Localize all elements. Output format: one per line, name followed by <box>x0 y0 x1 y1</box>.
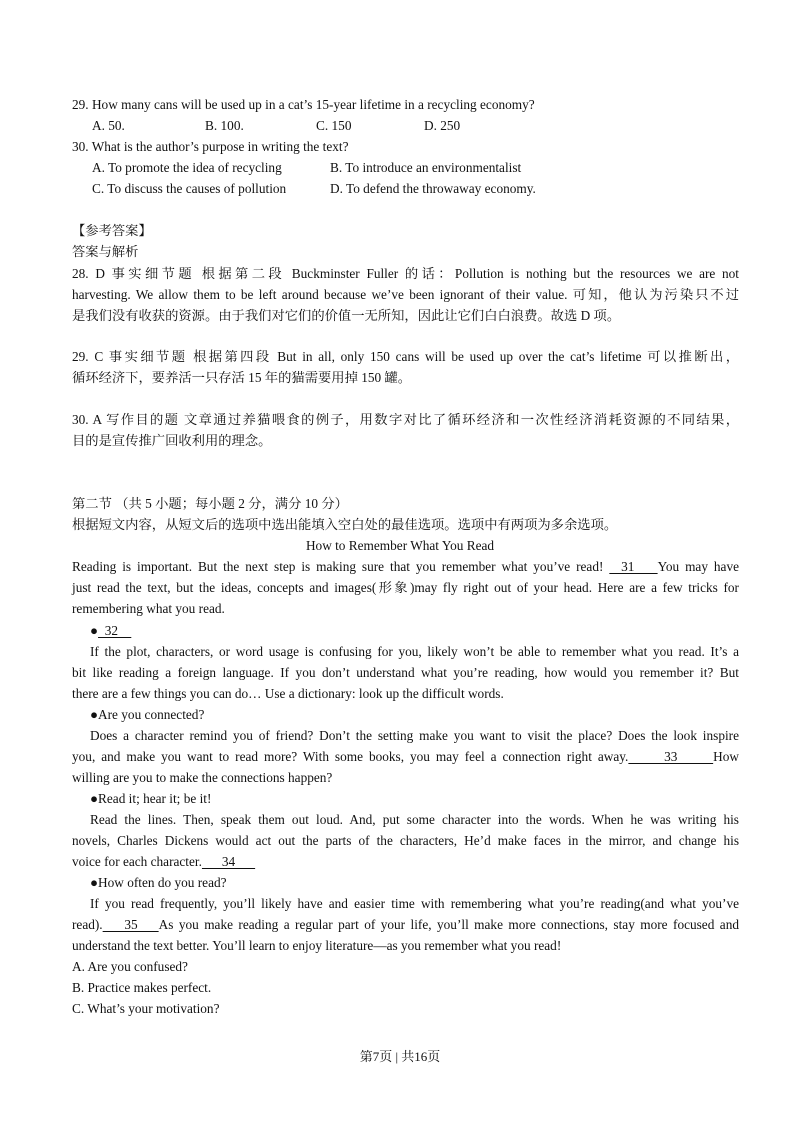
passage-title: How to Remember What You Read <box>305 538 495 553</box>
p3-text-a: you, and make you want to read more? With some books, you may feel a connection right away. <box>72 749 629 764</box>
blank-31: 31 <box>609 559 658 574</box>
passage-p4-line-1: Read the lines. Then, speak them out loud. And, put some character into the words. When he was writing his <box>90 812 739 827</box>
answer-subheader: 答案与解析 <box>72 244 139 259</box>
passage-p3-line-1: Does a character remind you of friend? Don’t the setting make you want to visit the place? Does the look inspire <box>90 728 739 743</box>
answer-28-line-2: harvesting. We allow them to be left around because we’ve been ignorant of their value. 可知，他认为污染只不过 <box>72 287 739 302</box>
answer-header: 【参考答案】 <box>72 223 152 238</box>
option-b: B. Practice makes perfect. <box>72 980 212 995</box>
option-a: A. Are you confused? <box>72 959 188 974</box>
answer-29-line-1: 29. C 事实细节题 根据第四段 But in all, only 150 cans will be used up over the cat’s lifetime 可以推断出， <box>72 349 739 364</box>
question-29-stem: 29. How many cans will be used up in a cat’s 15-year lifetime in a recycling economy? <box>72 97 535 112</box>
passage-p2-line-3: there are a few things you can do… Use a dictionary: look up the difficult words. <box>72 686 504 701</box>
bullet-read-it: ●Read it; hear it; be it! <box>90 791 212 806</box>
q30-option-d: D. To defend the throwaway economy. <box>330 181 536 196</box>
passage-p3-line-2 <box>72 747 739 767</box>
q29-option-d: D. 250 <box>424 118 461 133</box>
q30-option-a: A. To promote the idea of recycling <box>92 160 282 175</box>
answer-30-line-2: 目的是宣传推广回收利用的理念。 <box>72 433 272 448</box>
blank-34: 34 <box>201 854 256 869</box>
passage-p1-line-3: remembering what you read. <box>72 601 225 616</box>
passage-p5-line-2 <box>72 915 739 935</box>
bullet-how-often: ●How often do you read? <box>90 875 227 890</box>
p1-text-b: You may have <box>657 559 739 574</box>
bullet-are-you-connected: ●Are you connected? <box>90 707 205 722</box>
blank-33: 33 <box>628 749 714 764</box>
answer-30-line-1: 30. A 写作目的题 文章通过养猫喂食的例子，用数字对比了循环经济和一次性经济消耗资源的不同结果， <box>72 412 739 427</box>
p1-text-a: Reading is important. But the next step is making sure that you remember what you’ve read! <box>72 559 610 574</box>
passage-p2-line-2: bit like reading a foreign language. If you don’t understand what you’re reading, how would you remember it? But <box>72 665 739 680</box>
p5-text-b: As you make reading a regular part of your life, you’ll make more connections, stay more focused and <box>158 917 739 932</box>
passage-p5-line-3: understand the text better. You’ll learn to enjoy literature—as you remember what you read! <box>72 938 562 953</box>
passage-p5-line-1: If you read frequently, you’ll likely have and easier time with remembering what you’re reading(and what you’ve <box>90 896 739 911</box>
answer-28-line-1: 28. D 事实细节题 根据第二段 Buckminster Fuller 的话：Pollution is nothing but the resources we are not <box>72 266 739 281</box>
blank-35: 35 <box>102 917 159 932</box>
answer-29-line-2: 循环经济下，要养活一只存活 15 年的猫需要用掉 150 罐。 <box>72 370 412 385</box>
question-30-stem: 30. What is the author’s purpose in writing the text? <box>72 139 349 154</box>
p4-text-a: voice for each character. <box>72 854 202 869</box>
passage-p1-line-1 <box>72 557 739 577</box>
bullet-icon: ● <box>90 623 99 638</box>
option-c: C. What’s your motivation? <box>72 1001 220 1016</box>
section-2-heading: 第二节 （共 5 小题；每小题 2 分，满分 10 分） <box>72 496 348 511</box>
passage-p3-line-3: willing are you to make the connections happen? <box>72 770 333 785</box>
q30-option-b: B. To introduce an environmentalist <box>330 160 522 175</box>
passage-p1-line-2: just read the text, but the ideas, concepts and images(形象)may fly right out of your head. Here are a few tricks for <box>72 580 739 595</box>
answer-28-line-3: 是我们没有收获的资源。由于我们对它们的价值一无所知，因此让它们白白浪费。故选 D 项。 <box>72 308 621 323</box>
q29-option-a: A. 50. <box>92 118 125 133</box>
p3-text-b: How <box>713 749 740 764</box>
page-footer: 第7页 | 共16页 <box>359 1049 441 1064</box>
section-2-instructions: 根据短文内容，从短文后的选项中选出能填入空白处的最佳选项。选项中有两项为多余选项。 <box>72 517 618 532</box>
blank-32: 32 <box>98 623 132 638</box>
passage-p4-line-2: novels, Charles Dickens would act out the parts of the characters, He’d make faces in the mirror, and change his <box>72 833 739 848</box>
p5-text-a: read). <box>72 917 103 932</box>
bullet-32 <box>90 621 131 641</box>
q29-option-b: B. 100. <box>205 118 244 133</box>
passage-p2-line-1: If the plot, characters, or word usage is confusing for you, likely won’t be able to remember what you read. It’s a <box>90 644 739 659</box>
passage-p4-line-3 <box>72 852 255 872</box>
q30-option-c: C. To discuss the causes of pollution <box>92 181 287 196</box>
q29-option-c: C. 150 <box>316 118 352 133</box>
